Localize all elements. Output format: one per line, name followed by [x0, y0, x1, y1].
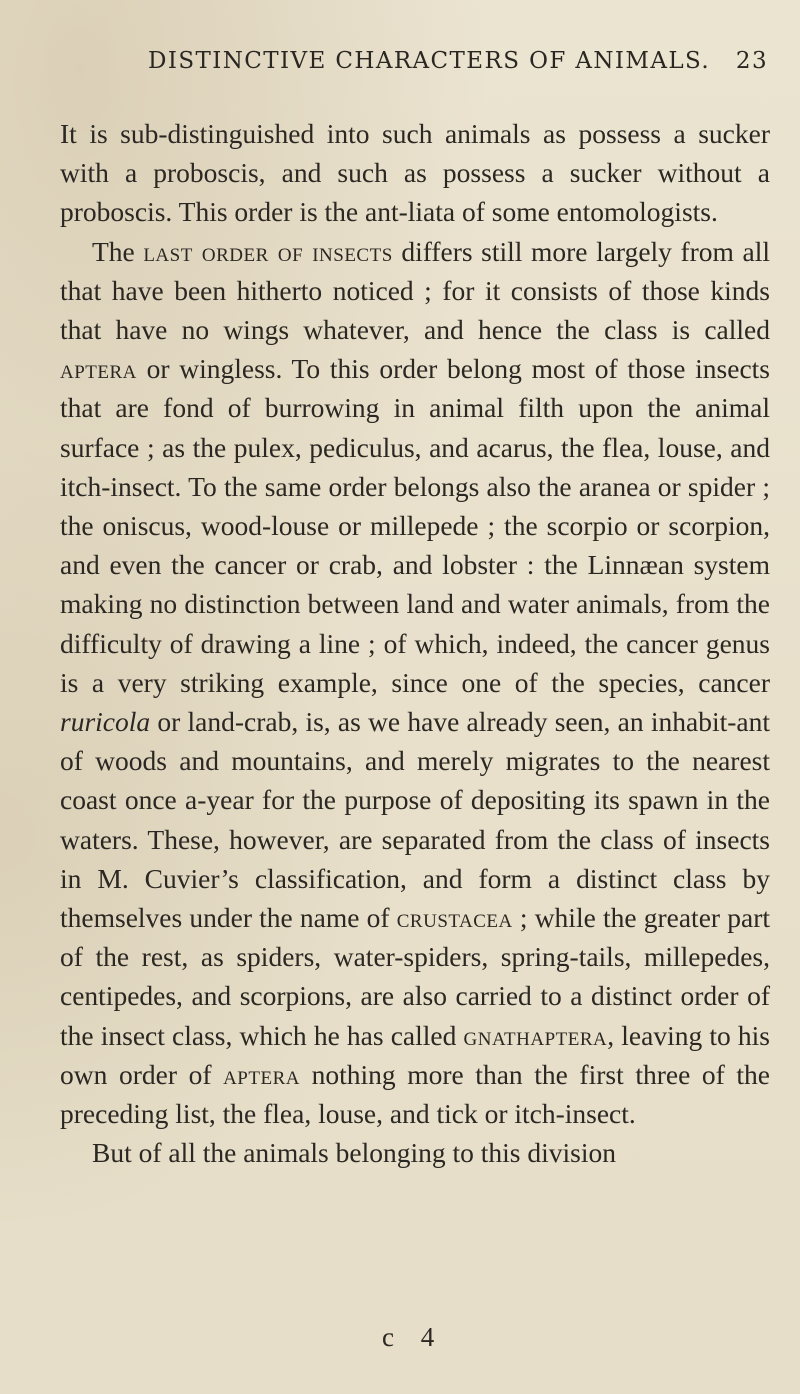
- text-run: ; while the greater part of the rest, as spiders, water-spiders, spring-tails, millepedes, centipedes, and scorpions, are also carried to a distinct order of the insect class, which he has called: [60, 902, 770, 1051]
- text-run: nothing more than the first three of the preceding list, the flea, louse, and tick or itch-insect.: [60, 1058, 770, 1130]
- small-caps-term: aptera: [223, 1058, 300, 1090]
- text-run: But of all the animals belonging to this division: [92, 1137, 616, 1169]
- text-run: The: [92, 235, 144, 267]
- body-text: [60, 114, 770, 1172]
- small-caps-term: last order of insects: [143, 235, 393, 267]
- text-run: , leaving to his own order of: [60, 1019, 770, 1090]
- page-number: 23: [735, 48, 768, 74]
- small-caps-term: gnathaptera: [463, 1019, 608, 1051]
- text-run: or wingless. To this order belong most of those insects that are fond of burrowing in animal filth upon the animal surface ; as the pulex, pediculus, and acarus, the flea, louse, and itch-insect. To the same order belongs also the aranea or spider ; the oniscus, wood-louse or millepede ; the scorpio or scorpion, and even the cancer or crab, and lobster : the Linnæan system making no distinction between land and water animals, from the difficulty of drawing a line ; of which, indeed, the cancer genus is a very striking example, since one of the species, cancer: [60, 353, 770, 698]
- small-caps-term: aptera: [60, 353, 137, 385]
- small-caps-term: crustacea: [396, 902, 513, 934]
- paragraph: [60, 232, 770, 1134]
- paragraph: [60, 114, 770, 232]
- text-run: or land-crab, is, as we have already seen, an inhabit-ant of woods and mountains, and merely migrates to the nearest coast once a-year for the purpose of depositing its spawn in the waters. These, however, are separated from the class of insects in M. Cuvier’s classification, and form a distinct class by themselves under the name of: [60, 706, 770, 934]
- running-header: [148, 48, 768, 74]
- running-title: DISTINCTIVE CHARACTERS OF ANIMALS.: [148, 48, 711, 74]
- signature-mark: c 4: [382, 1322, 445, 1352]
- text-run: It is sub-distinguished into such animals as possess a sucker with a proboscis, and such as possess a sucker without a proboscis. This order is the ant-liata of some entomologists.: [60, 118, 770, 228]
- italic-term: ruricola: [60, 706, 151, 738]
- text-run: differs still more largely from all that have been hitherto noticed ; for it consists of those kinds that have no wings whatever, and hence the class is called: [60, 235, 771, 346]
- paragraph: [60, 1133, 770, 1172]
